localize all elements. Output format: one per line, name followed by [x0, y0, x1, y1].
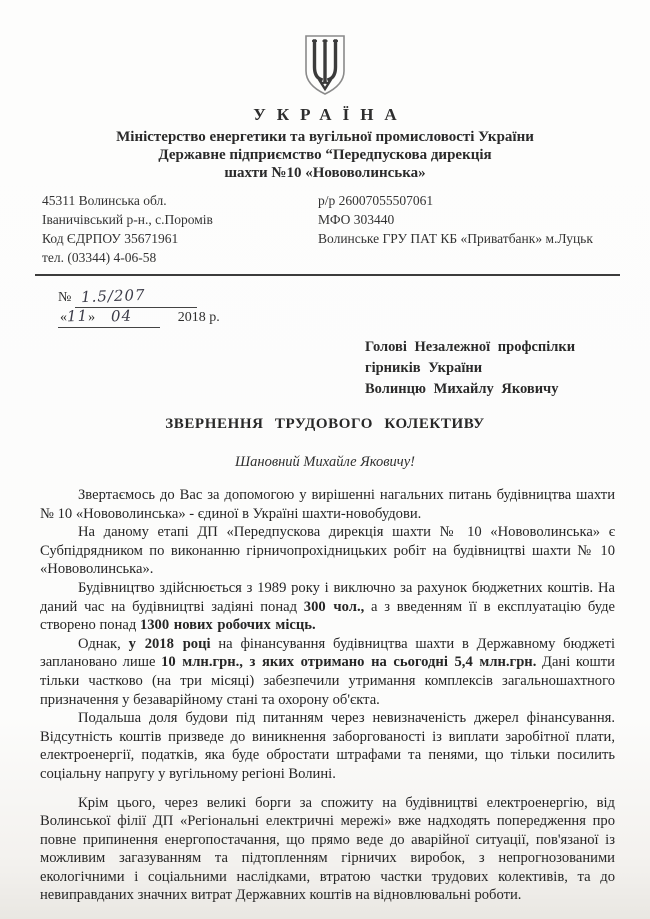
addressee-line: Голові Незалежної профспілки [365, 339, 576, 355]
number-field [75, 287, 197, 308]
address-line: 45311 Волинська обл. [42, 193, 167, 208]
reference-date-line [58, 307, 650, 327]
paragraph: На даному етапі ДП «Передпускова дирекція шахти № 10 «Нововолинська» є Субпідрядником по виконанню гірничопрохідницьких робіт на будівництві шахти № 10 «Нововолинська». [40, 524, 615, 578]
close-quote: » [88, 310, 96, 325]
address-line: Іваничівський р-н., с.Поромів [42, 212, 213, 227]
address-line: МФО 303440 [318, 212, 395, 227]
paragraph: Будівництво здійснюється з 1989 року і виключно за рахунок бюджетних коштів. На даний час на будівництві задіяні понад 300 чол., а з введенням її в експлуатацію буде створено понад 1300 нових робочих місць. [40, 579, 615, 634]
reference-number-line [58, 287, 650, 307]
letter-body [40, 486, 615, 905]
enterprise-line-1: Державне підприємство “Передпускова дирекція [158, 147, 492, 163]
address-block [0, 191, 650, 267]
paragraph: Однак, у 2018 році на фінансування будівництва шахти в Державному бюджеті заплановано лише 10 млн.грн., з яких отримано на сьогодні 5,4 млн.грн. Дані кошти тільки частково (на три місяці) забезпечили утримання комплексів загальношахтного призначення у безаварійному стані та охорону об'єкта. [40, 635, 615, 708]
paragraph: Крім цього, через великі борги за спожиту на будівництві електроенергію, від Волинської філії ДП «Регіональні електричні мережі» вже надходять попередження про повне припинення енергопостачання, що прямо веде до аварійної ситуації, пов'язаної із можливим загазуванням та підтопленням гірничих виробок, з непрогнозованими екологічними і соціальними наслідками, втратою частки трудових колективів, та до невиправданих значних витрат Державних коштів на відновлювальні роботи. [40, 794, 615, 904]
paragraph: Звертаємось до Вас за допомогою у вирішенні нагальних питань будівництва шахти № 10 «Нововолинська» - єдиної в Україні шахти-новобудови. [40, 487, 615, 522]
number-label: № [58, 290, 72, 305]
address-right-column [318, 191, 593, 267]
reference-block [58, 287, 650, 327]
year-label: 2018 р. [177, 310, 220, 325]
address-line: Код ЄДРПОУ 35671961 [42, 231, 179, 246]
addressee-block [365, 337, 650, 400]
country-title: УКРАЇНА [253, 105, 408, 124]
emblem-block [0, 0, 650, 104]
address-left-column [42, 191, 300, 267]
ukraine-trident-icon [295, 33, 355, 99]
enterprise-line-2: шахти №10 «Нововолинська» [224, 165, 426, 181]
handwritten-day: 11 [66, 306, 89, 326]
header-divider [35, 274, 620, 276]
addressee-line: Волинцю Михайлу Яковичу [365, 381, 559, 397]
addressee-line: гірників України [365, 360, 483, 376]
address-line: р/р 26007055507061 [318, 193, 434, 208]
salutation: Шановний Михайле Яковичу! [235, 454, 415, 470]
handwritten-number: 1.5/207 [80, 285, 146, 307]
day-field [58, 307, 97, 328]
paragraph: Подальша доля будови під питанням через невизначеність джерел фінансування. Відсутність коштів призведе до виникнення заборгованості із виплати заробітної плати, електроенергії, податків, яка буде обростати штрафами та пенями, що тільки посилить соціальну напругу у вугільному регіоні Волині. [40, 710, 615, 782]
open-quote: « [60, 310, 67, 325]
address-line: тел. (03344) 4-06-58 [42, 250, 157, 265]
month-field [97, 307, 160, 328]
ministry-line: Міністерство енергетики та вугільної промисловості України [116, 129, 534, 145]
address-line: Волинське ГРУ ПАТ КБ «Приватбанк» м.Луцьк [318, 231, 593, 246]
handwritten-month: 04 [110, 306, 133, 326]
document-title: ЗВЕРНЕННЯ ТРУДОВОГО КОЛЕКТИВУ [165, 416, 485, 432]
